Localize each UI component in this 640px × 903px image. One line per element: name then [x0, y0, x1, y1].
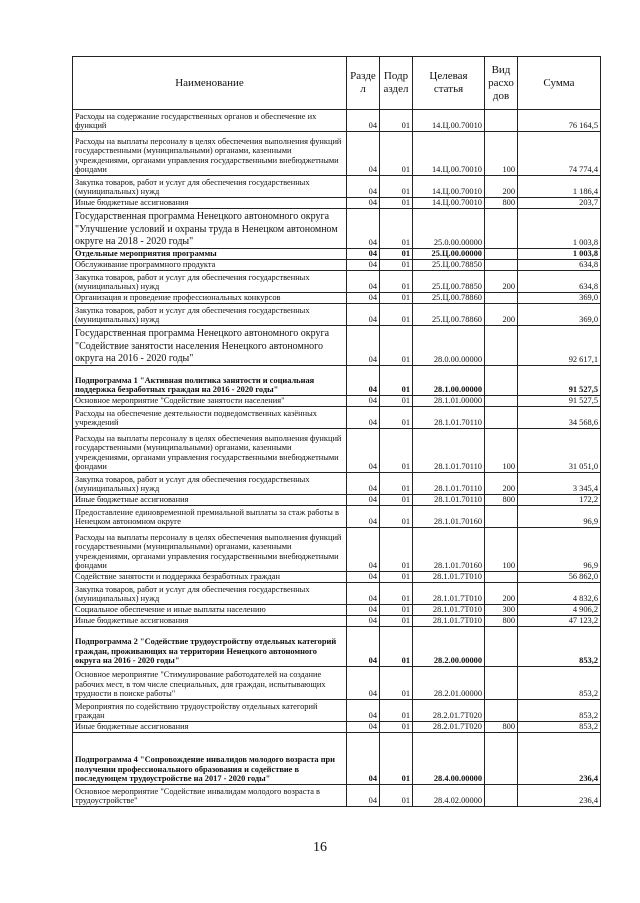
cell-article: 25.Ц.00.78850 — [413, 271, 485, 293]
cell-subsection: 01 — [380, 605, 413, 616]
cell-article: 28.1.01.70110 — [413, 473, 485, 495]
cell-section: 04 — [347, 667, 380, 700]
cell-type — [485, 209, 518, 249]
cell-section: 04 — [347, 429, 380, 473]
cell-article: 28.4.02.00000 — [413, 785, 485, 807]
cell-sum: 56 862,0 — [518, 572, 601, 583]
cell-section: 04 — [347, 616, 380, 627]
cell-article: 28.1.01.70160 — [413, 506, 485, 528]
table-row — [73, 176, 601, 198]
cell-sum: 236,4 — [518, 733, 601, 785]
cell-type — [485, 627, 518, 667]
cell-article: 25.Ц.00.78860 — [413, 304, 485, 326]
cell-subsection: 01 — [380, 209, 413, 249]
cell-name: Иные бюджетные ассигнования — [73, 495, 347, 506]
table-row — [73, 260, 601, 271]
header-sum: Сумма — [518, 57, 601, 110]
cell-name: Содействие занятости и поддержка безработных граждан — [73, 572, 347, 583]
header-subsection: Подр аздел — [380, 57, 413, 110]
cell-subsection: 01 — [380, 583, 413, 605]
header-name: Наименование — [73, 57, 347, 110]
cell-article: 28.1.01.70110 — [413, 407, 485, 429]
budget-table-sheet — [72, 56, 601, 807]
cell-article: 14.Ц.00.70010 — [413, 110, 485, 132]
cell-subsection: 01 — [380, 429, 413, 473]
cell-type: 300 — [485, 605, 518, 616]
cell-type — [485, 260, 518, 271]
cell-sum: 4 832,6 — [518, 583, 601, 605]
cell-article: 25.Ц.00.00000 — [413, 249, 485, 260]
cell-subsection: 01 — [380, 260, 413, 271]
cell-name: Расходы на обеспечение деятельности подведомственных казённых учреждений — [73, 407, 347, 429]
cell-section: 04 — [347, 572, 380, 583]
cell-article: 28.1.01.7Т010 — [413, 583, 485, 605]
cell-sum: 31 051,0 — [518, 429, 601, 473]
header-section: Разде л — [347, 57, 380, 110]
cell-subsection: 01 — [380, 249, 413, 260]
cell-section: 04 — [347, 396, 380, 407]
cell-section: 04 — [347, 198, 380, 209]
cell-article: 28.2.01.7Т020 — [413, 722, 485, 733]
cell-sum: 853,2 — [518, 722, 601, 733]
cell-sum: 634,8 — [518, 271, 601, 293]
cell-sum: 853,2 — [518, 667, 601, 700]
cell-section: 04 — [347, 326, 380, 366]
cell-subsection: 01 — [380, 304, 413, 326]
cell-subsection: 01 — [380, 176, 413, 198]
table-row — [73, 785, 601, 807]
cell-name: Расходы на выплаты персоналу в целях обеспечения выполнения функций государственными (муниципальными) органами, казенными учреждениями, органами управления государственными внебюджетными фондами — [73, 429, 347, 473]
page-number: 16 — [313, 840, 327, 855]
cell-section: 04 — [347, 473, 380, 495]
cell-sum: 369,0 — [518, 293, 601, 304]
cell-sum: 853,2 — [518, 627, 601, 667]
cell-subsection: 01 — [380, 473, 413, 495]
cell-type: 800 — [485, 722, 518, 733]
cell-type: 200 — [485, 473, 518, 495]
cell-article: 25.0.00.00000 — [413, 209, 485, 249]
cell-subsection: 01 — [380, 785, 413, 807]
cell-type: 100 — [485, 429, 518, 473]
cell-subsection: 01 — [380, 667, 413, 700]
cell-article: 28.0.00.00000 — [413, 326, 485, 366]
cell-section: 04 — [347, 293, 380, 304]
cell-sum: 96,9 — [518, 528, 601, 572]
cell-sum: 96,9 — [518, 506, 601, 528]
cell-type — [485, 293, 518, 304]
cell-sum: 47 123,2 — [518, 616, 601, 627]
cell-name: Иные бюджетные ассигнования — [73, 722, 347, 733]
cell-sum: 91 527,5 — [518, 396, 601, 407]
cell-sum: 92 617,1 — [518, 326, 601, 366]
cell-subsection: 01 — [380, 722, 413, 733]
cell-subsection: 01 — [380, 396, 413, 407]
cell-sum: 172,2 — [518, 495, 601, 506]
cell-subsection: 01 — [380, 572, 413, 583]
cell-subsection: 01 — [380, 627, 413, 667]
cell-type — [485, 249, 518, 260]
cell-sum: 91 527,5 — [518, 366, 601, 396]
cell-subsection: 01 — [380, 198, 413, 209]
cell-name: Иные бюджетные ассигнования — [73, 616, 347, 627]
table-row — [73, 249, 601, 260]
cell-article: 28.1.00.00000 — [413, 366, 485, 396]
cell-subsection: 01 — [380, 293, 413, 304]
cell-type: 100 — [485, 132, 518, 176]
cell-name: Предоставление единовременной премиальной выплаты за стаж работы в Ненецком автономном округе — [73, 506, 347, 528]
cell-section: 04 — [347, 605, 380, 616]
cell-article: 28.1.01.7Т010 — [413, 572, 485, 583]
cell-sum: 634,8 — [518, 260, 601, 271]
cell-section: 04 — [347, 506, 380, 528]
table-row — [73, 396, 601, 407]
cell-name: Расходы на содержание государственных органов и обеспечение их функций — [73, 110, 347, 132]
cell-subsection: 01 — [380, 326, 413, 366]
cell-subsection: 01 — [380, 700, 413, 722]
cell-article: 28.1.01.70110 — [413, 495, 485, 506]
table-row — [73, 271, 601, 293]
cell-section: 04 — [347, 209, 380, 249]
cell-section: 04 — [347, 304, 380, 326]
cell-article: 28.1.01.7Т010 — [413, 616, 485, 627]
cell-subsection: 01 — [380, 110, 413, 132]
cell-subsection: 01 — [380, 528, 413, 572]
cell-type — [485, 785, 518, 807]
table-row — [73, 132, 601, 176]
table-row — [73, 473, 601, 495]
table-row — [73, 429, 601, 473]
cell-type — [485, 572, 518, 583]
cell-section: 04 — [347, 785, 380, 807]
cell-name: Закупка товаров, работ и услуг для обеспечения государственных (муниципальных) нужд — [73, 304, 347, 326]
cell-article: 28.2.01.7Т020 — [413, 700, 485, 722]
cell-article: 14.Ц.00.70010 — [413, 198, 485, 209]
cell-section: 04 — [347, 366, 380, 396]
cell-type: 800 — [485, 198, 518, 209]
table-row — [73, 293, 601, 304]
cell-name: Подпрограмма 4 "Сопровождение инвалидов молодого возраста при получении профессионального образования и содействие в последующем трудоустройстве на 2017 - 2020 годы" — [73, 733, 347, 785]
cell-name: Основное мероприятие "Содействие инвалидам молодого возраста в трудоустройстве" — [73, 785, 347, 807]
cell-subsection: 01 — [380, 132, 413, 176]
cell-name: Социальное обеспечение и иные выплаты населению — [73, 605, 347, 616]
cell-section: 04 — [347, 627, 380, 667]
table-row — [73, 667, 601, 700]
cell-section: 04 — [347, 583, 380, 605]
cell-section: 04 — [347, 722, 380, 733]
cell-sum: 369,0 — [518, 304, 601, 326]
cell-sum: 76 164,5 — [518, 110, 601, 132]
table-row — [73, 605, 601, 616]
cell-name: Иные бюджетные ассигнования — [73, 198, 347, 209]
cell-type: 200 — [485, 176, 518, 198]
table-row — [73, 627, 601, 667]
cell-sum: 1 003,8 — [518, 209, 601, 249]
cell-section: 04 — [347, 132, 380, 176]
table-row — [73, 733, 601, 785]
cell-type — [485, 667, 518, 700]
table-row — [73, 407, 601, 429]
cell-type: 100 — [485, 528, 518, 572]
table-row — [73, 616, 601, 627]
cell-type — [485, 110, 518, 132]
cell-article: 25.Ц.00.78850 — [413, 260, 485, 271]
cell-sum: 74 774,4 — [518, 132, 601, 176]
table-row — [73, 304, 601, 326]
cell-section: 04 — [347, 733, 380, 785]
cell-sum: 1 003,8 — [518, 249, 601, 260]
cell-article: 28.1.01.70160 — [413, 528, 485, 572]
cell-sum: 203,7 — [518, 198, 601, 209]
table-row — [73, 326, 601, 366]
cell-subsection: 01 — [380, 366, 413, 396]
cell-name: Закупка товаров, работ и услуг для обеспечения государственных (муниципальных) нужд — [73, 271, 347, 293]
cell-article: 28.2.01.00000 — [413, 667, 485, 700]
cell-section: 04 — [347, 260, 380, 271]
cell-subsection: 01 — [380, 506, 413, 528]
cell-subsection: 01 — [380, 495, 413, 506]
cell-type — [485, 407, 518, 429]
header-type: Вид расхо дов — [485, 57, 518, 110]
cell-subsection: 01 — [380, 733, 413, 785]
cell-article: 14.Ц.00.70010 — [413, 176, 485, 198]
cell-type: 200 — [485, 304, 518, 326]
cell-type: 800 — [485, 495, 518, 506]
cell-article: 28.1.01.00000 — [413, 396, 485, 407]
cell-name: Обслуживание программного продукта — [73, 260, 347, 271]
table-row — [73, 198, 601, 209]
cell-name: Расходы на выплаты персоналу в целях обеспечения выполнения функций государственными (муниципальными) органами, казенными учреждениями, органами управления государственными внебюджетными фондами — [73, 132, 347, 176]
cell-name: Закупка товаров, работ и услуг для обеспечения государственных (муниципальных) нужд — [73, 473, 347, 495]
cell-type — [485, 326, 518, 366]
cell-article: 14.Ц.00.70010 — [413, 132, 485, 176]
cell-sum: 1 186,4 — [518, 176, 601, 198]
cell-name: Подпрограмма 1 "Активная политика занятости и социальная поддержка безработных граждан на 2016 - 2020 годы" — [73, 366, 347, 396]
cell-name: Закупка товаров, работ и услуг для обеспечения государственных (муниципальных) нужд — [73, 176, 347, 198]
cell-type — [485, 506, 518, 528]
cell-section: 04 — [347, 700, 380, 722]
cell-sum: 3 345,4 — [518, 473, 601, 495]
cell-section: 04 — [347, 176, 380, 198]
table-row — [73, 583, 601, 605]
cell-name: Подпрограмма 2 "Содействие трудоустройству отдельных категорий граждан, проживающих на территории Ненецкого автономного округа на 2016 - 2020 годы" — [73, 627, 347, 667]
cell-name: Отдельные мероприятия программы — [73, 249, 347, 260]
cell-section: 04 — [347, 407, 380, 429]
cell-type: 200 — [485, 583, 518, 605]
header-article: Целевая статья — [413, 57, 485, 110]
cell-name: Организация и проведение профессиональных конкурсов — [73, 293, 347, 304]
cell-article: 28.4.00.00000 — [413, 733, 485, 785]
table-row — [73, 110, 601, 132]
cell-section: 04 — [347, 110, 380, 132]
cell-article: 25.Ц.00.78860 — [413, 293, 485, 304]
cell-section: 04 — [347, 528, 380, 572]
cell-name: Закупка товаров, работ и услуг для обеспечения государственных (муниципальных) нужд — [73, 583, 347, 605]
table-row — [73, 495, 601, 506]
cell-name: Государственная программа Ненецкого автономного округа "Содействие занятости населения Ненецкого автономного округа на 2016 - 2020 годы" — [73, 326, 347, 366]
cell-sum: 236,4 — [518, 785, 601, 807]
cell-type: 200 — [485, 271, 518, 293]
table-row — [73, 506, 601, 528]
cell-type — [485, 366, 518, 396]
cell-name: Государственная программа Ненецкого автономного округа "Улучшение условий и охраны труда в Ненецком автономном округе на 2018 - 2020 годы" — [73, 209, 347, 249]
table-header-row — [73, 57, 601, 110]
cell-name: Расходы на выплаты персоналу в целях обеспечения выполнения функций государственными (муниципальными) органами, казенными учреждениями, органами управления государственными внебюджетными фондами — [73, 528, 347, 572]
cell-subsection: 01 — [380, 271, 413, 293]
cell-sum: 34 568,6 — [518, 407, 601, 429]
table-row — [73, 722, 601, 733]
cell-subsection: 01 — [380, 407, 413, 429]
budget-table — [72, 56, 601, 807]
table-row — [73, 700, 601, 722]
table-row — [73, 209, 601, 249]
table-row — [73, 572, 601, 583]
cell-article: 28.1.01.70110 — [413, 429, 485, 473]
cell-type — [485, 700, 518, 722]
table-body — [73, 110, 601, 807]
cell-name: Мероприятия по содействию трудоустройству отдельных категорий граждан — [73, 700, 347, 722]
cell-type: 800 — [485, 616, 518, 627]
cell-type — [485, 396, 518, 407]
cell-article: 28.1.01.7Т010 — [413, 605, 485, 616]
cell-sum: 853,2 — [518, 700, 601, 722]
cell-section: 04 — [347, 271, 380, 293]
cell-name: Основное мероприятие "Стимулирование работодателей на создание рабочих мест, в том числе специальных, для граждан, испытывающих трудности в поиске работы" — [73, 667, 347, 700]
cell-type — [485, 733, 518, 785]
cell-subsection: 01 — [380, 616, 413, 627]
cell-sum: 4 906,2 — [518, 605, 601, 616]
cell-section: 04 — [347, 495, 380, 506]
cell-name: Основное мероприятие "Содействие занятости населения" — [73, 396, 347, 407]
table-row — [73, 528, 601, 572]
table-row — [73, 366, 601, 396]
cell-article: 28.2.00.00000 — [413, 627, 485, 667]
cell-section: 04 — [347, 249, 380, 260]
